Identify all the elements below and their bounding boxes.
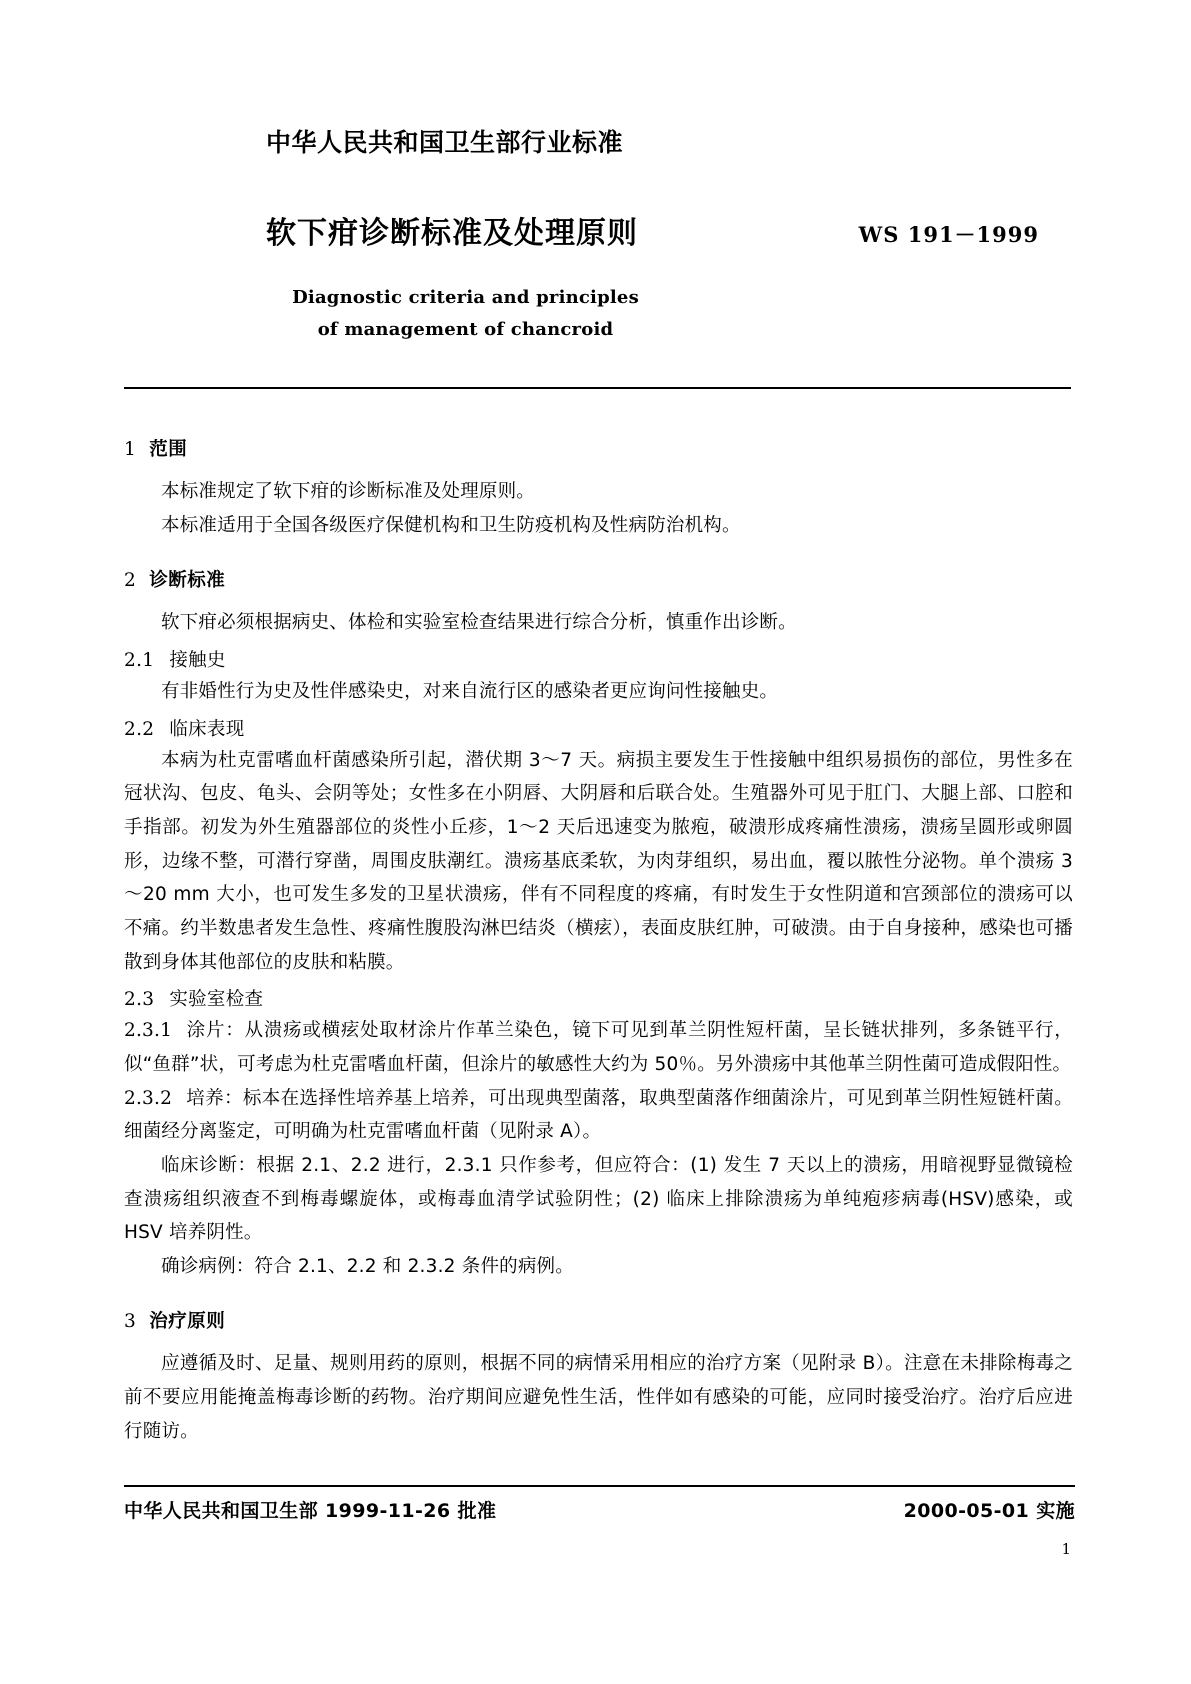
confirmed-case-paragraph: 确诊病例：符合 2.1、2.2 和 2.3.2 条件的病例。 — [161, 1255, 574, 1277]
section-3-number: 3 — [124, 1311, 137, 1333]
section-2-title: 诊断标准 — [149, 570, 226, 592]
section-2-3-1-text: 涂片：从溃疡或横痃处取材涂片作革兰染色，镜下可见到革兰阴性短杆菌，呈长链状排列，多条链平行，似“鱼群”状，可考虑为杜克雷嗜血杆菌，但涂片的敏感性大约为 50％。另外溃疡中其他革兰阴性菌可造成假阳性。 — [124, 1020, 1073, 1075]
section-2-3-1-paragraph — [124, 1014, 1073, 1081]
section-3-title: 治疗原则 — [149, 1311, 226, 1333]
section-2-3-2-number: 2.3.2 — [124, 1087, 173, 1109]
section-2-3-title: 实验室检查 — [169, 989, 264, 1011]
section-1-heading — [124, 435, 1073, 461]
section-2-1-number: 2.1 — [124, 649, 155, 671]
section-1-paragraph-2: 本标准适用于全国各级医疗保健机构和卫生防疫机构及性病防治机构。 — [161, 514, 741, 536]
section-1-title: 范围 — [149, 439, 188, 460]
english-subtitle — [148, 282, 783, 345]
footer-approval-text: 中华人民共和国卫生部 1999-11-26 批准 — [124, 1500, 497, 1522]
section-1-number: 1 — [124, 439, 137, 460]
standard-authority-line: 中华人民共和国卫生部行业标准 — [266, 128, 624, 157]
section-1-paragraph-1: 本标准规定了软下疳的诊断标准及处理原则。 — [161, 481, 536, 502]
section-2-1-heading — [124, 646, 1073, 672]
section-2-number: 2 — [124, 570, 137, 592]
footer-divider-rule — [124, 1485, 1075, 1487]
section-2-2-paragraph-1: 本病为杜克雷嗜血杆菌感染所引起，潜伏期 3～7 天。病损主要发生于性接触中组织易损伤的部位，男性多在冠状沟、包皮、龟头、会阴等处；女性多在小阴唇、大阴唇和后联合处。生殖器外可见于肛门、大腿上部、口腔和手指部。初发为外生殖器部位的炎性小丘疹，1～2 天后迅速变为脓疱，破溃形成疼痛性溃疡，溃疡呈圆形或卵圆形，边缘不整，可潜行穿凿，周围皮肤潮红。溃疡基底柔软，为肉芽组织，易出血，覆以脓性分泌物。单个溃疡 3～20 mm 大小，也可发生多发的卫星状溃疡，伴有不同程度的疼痛，有时发生于女性阴道和宫颈部位的溃疡可以不痛。约半数患者发生急性、疼痛性腹股沟淋巴结炎（横痃），表面皮肤红肿，可破溃。由于自身接种，感染也可播散到身体其他部位的皮肤和粘膜。 — [124, 749, 1073, 973]
section-2-2-number: 2.2 — [124, 718, 155, 740]
section-2-2-heading — [124, 715, 1073, 741]
footer-implementation-text: 2000-05-01 实施 — [903, 1500, 1075, 1522]
section-2-3-1-number: 2.3.1 — [124, 1020, 173, 1042]
section-2-paragraph-1: 软下疳必须根据病史、体检和实验室检查结果进行综合分析，慎重作出诊断。 — [161, 612, 797, 634]
document-header — [118, 0, 1073, 389]
header-divider-rule — [124, 387, 1071, 389]
english-subtitle-line-1: Diagnostic criteria and principles — [292, 287, 639, 308]
document-title: 软下疳诊断标准及处理原则 — [266, 216, 638, 251]
standard-code: WS 191－1999 — [858, 222, 1039, 247]
section-2-3-2-text: 培养：标本在选择性培养基上培养，可出现典型菌落，取典型菌落作细菌涂片，可见到革兰阴性短链杆菌。细菌经分离鉴定，可明确为杜克雷嗜血杆菌（见附录 A）。 — [124, 1087, 1073, 1143]
section-2-heading — [124, 566, 1073, 592]
document-body — [124, 435, 1073, 1448]
clinical-diagnosis-paragraph: 临床诊断：根据 2.1、2.2 进行，2.3.1 只作参考，但应符合：(1) 发生 7 天以上的溃疡，用暗视野显微镜检查溃疡组织液查不到梅毒螺旋体，或梅毒血清学试验阴性；(2) 临床上排除溃疡为单纯疱疹病毒(HSV)感染，或 HSV 培养阴性。 — [124, 1154, 1073, 1244]
section-2-3-heading — [124, 985, 1073, 1011]
section-3-paragraph-1: 应遵循及时、足量、规则用药的原则，根据不同的病情采用相应的治疗方案（见附录 B）。注意在未排除梅毒之前不要应用能掩盖梅毒诊断的药物。治疗期间应避免性生活，性伴如有感染的可能，应同时接受治疗。治疗后应进行随访。 — [124, 1353, 1073, 1442]
page-footer — [124, 1496, 1075, 1523]
page-number: 1 — [1061, 1540, 1071, 1558]
section-2-3-number: 2.3 — [124, 989, 155, 1011]
english-subtitle-line-2: of management of chancroid — [317, 318, 614, 340]
title-row — [118, 208, 1073, 252]
section-2-2-title: 临床表现 — [169, 718, 245, 740]
section-3-heading — [124, 1307, 1073, 1333]
section-2-3-2-paragraph — [124, 1082, 1073, 1149]
section-2-1-title: 接触史 — [169, 649, 226, 671]
section-2-1-paragraph-1: 有非婚性行为史及性伴感染史，对来自流行区的感染者更应询问性接触史。 — [161, 680, 779, 702]
page-content — [118, 0, 1073, 1448]
